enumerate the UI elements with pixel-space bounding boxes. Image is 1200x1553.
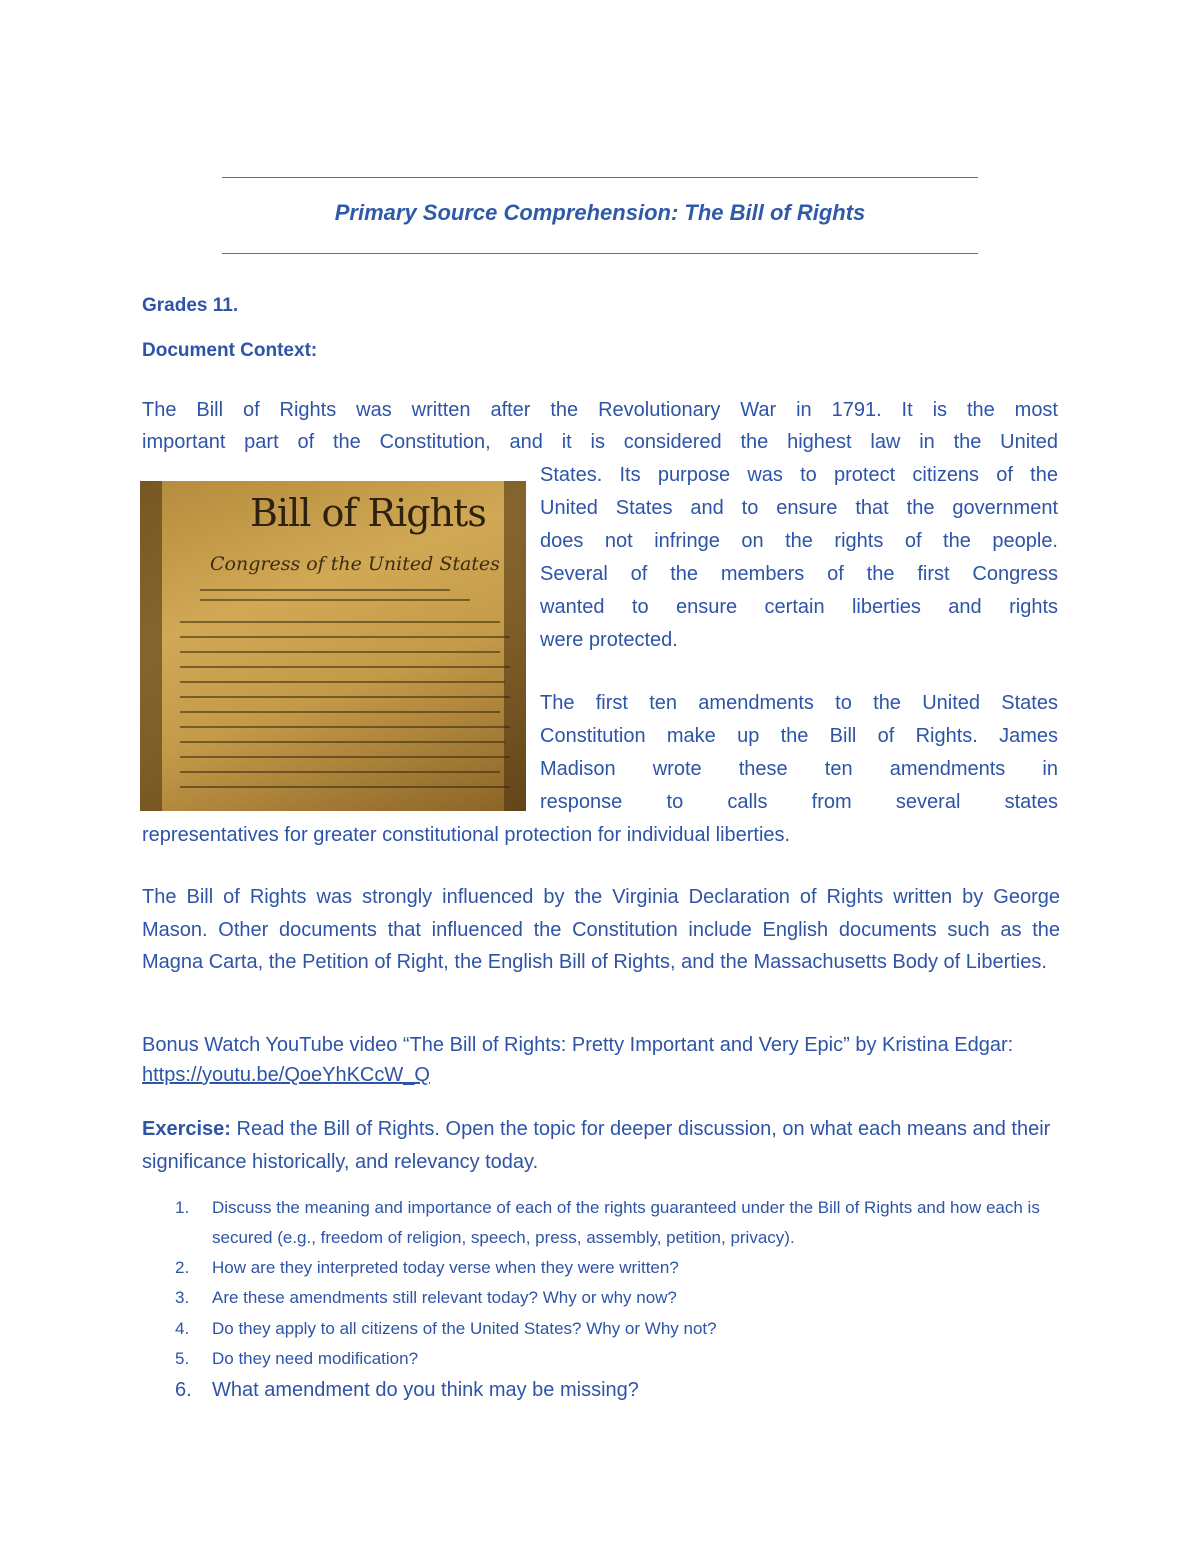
photo-heading: Bill of Rights <box>250 491 486 535</box>
context-line-1: The Bill of Rights was written after the Revolutionary War in 1791. It is the most <box>142 399 1058 421</box>
context-line-2: important part of the Constitution, and it is considered the highest law in the United <box>142 431 1058 453</box>
context-wrap-line-5: wanted to ensure certain liberties and rights <box>540 596 1058 618</box>
question-text: Do they need modification? <box>212 1349 419 1368</box>
question-text: What amendment do you think may be missing? <box>212 1379 639 1401</box>
question-text: Do they apply to all citizens of the United States? Why or Why not? <box>212 1319 717 1338</box>
photo-script-line <box>180 696 510 698</box>
title-rule-bottom <box>222 253 978 254</box>
youtube-link[interactable]: https://youtu.be/QoeYhKCcW_Q <box>142 1064 430 1086</box>
photo-script-line <box>180 681 505 683</box>
photo-script-line <box>180 726 510 728</box>
question-number: 4. <box>175 1319 190 1338</box>
context-wrap-line-3: does not infringe on the rights of the people. <box>540 530 1058 552</box>
question-number: 3. <box>175 1288 190 1307</box>
photo-script-line <box>200 589 450 591</box>
photo-script-line <box>180 741 505 743</box>
photo-script-line <box>180 651 500 653</box>
photo-script-line <box>180 771 500 773</box>
page-title: Primary Source Comprehension: The Bill of Rights <box>334 200 866 225</box>
context-wrap-line-6: were protected. <box>540 629 678 651</box>
question-text: How are they interpreted today verse when they were written? <box>212 1258 679 1277</box>
bonus-video-note <box>142 1030 1060 1090</box>
grades-label: Grades 11. <box>142 295 239 316</box>
document-context-heading: Document Context: <box>142 340 318 361</box>
title-rule-top <box>222 177 978 178</box>
photo-script-line <box>180 666 510 668</box>
photo-subheading: Congress of the United States <box>210 553 500 575</box>
context-wrap-line-4: Several of the members of the first Congress <box>540 563 1058 585</box>
photo-script-line <box>200 599 470 601</box>
question-number: 5. <box>175 1349 190 1368</box>
exercise-text: Read the Bill of Rights. Open the topic for deeper discussion, on what each means and their significance historically, and relevancy today. <box>142 1118 1051 1173</box>
context-wrap-line-2: United States and to ensure that the government <box>540 497 1058 519</box>
photo-script-line <box>180 711 500 713</box>
photo-frame-right <box>504 481 526 811</box>
amendments-line-3: Madison wrote these ten amendments in <box>540 758 1058 780</box>
question-number: 6. <box>175 1379 192 1401</box>
amendments-line-1: The first ten amendments to the United States <box>540 692 1058 714</box>
exercise-paragraph <box>142 1113 1060 1179</box>
context-wrap-line-1: States. Its purpose was to protect citizens of the <box>540 464 1058 486</box>
question-number: 1. <box>175 1198 190 1217</box>
photo-script-line <box>180 786 510 788</box>
question-number: 2. <box>175 1258 190 1277</box>
photo-script-line <box>180 756 510 758</box>
photo-frame-left <box>140 481 162 811</box>
amendments-line-4: response to calls from several states <box>540 791 1058 813</box>
question-text: Are these amendments still relevant today? Why or why now? <box>212 1288 677 1307</box>
amendments-line-2: Constitution make up the Bill of Rights. James <box>540 725 1058 747</box>
bonus-text: Bonus Watch YouTube video “The Bill of Rights: Pretty Important and Very Epic” by Kristina Edgar: <box>142 1034 1014 1056</box>
question-text: Discuss the meaning and importance of each of the rights guaranteed under the Bill of Rights and how each is secured (e.g., freedom of religion, speech, press, assembly, petition, privacy). <box>212 1198 1040 1247</box>
photo-script-line <box>180 636 510 638</box>
bill-of-rights-photo <box>140 481 526 811</box>
influence-paragraph: The Bill of Rights was strongly influenced by the Virginia Declaration of Rights written by George Mason. Other documents that influenced the Constitution include English documents such as the Magna Carta, the Petition of Right, the English Bill of Rights, and the Massachusetts Body of Liberties. <box>142 886 1060 973</box>
photo-script-line <box>180 621 500 623</box>
amendments-line-5: representatives for greater constitutional protection for individual liberties. <box>142 824 791 846</box>
exercise-label: Exercise: <box>142 1118 231 1140</box>
